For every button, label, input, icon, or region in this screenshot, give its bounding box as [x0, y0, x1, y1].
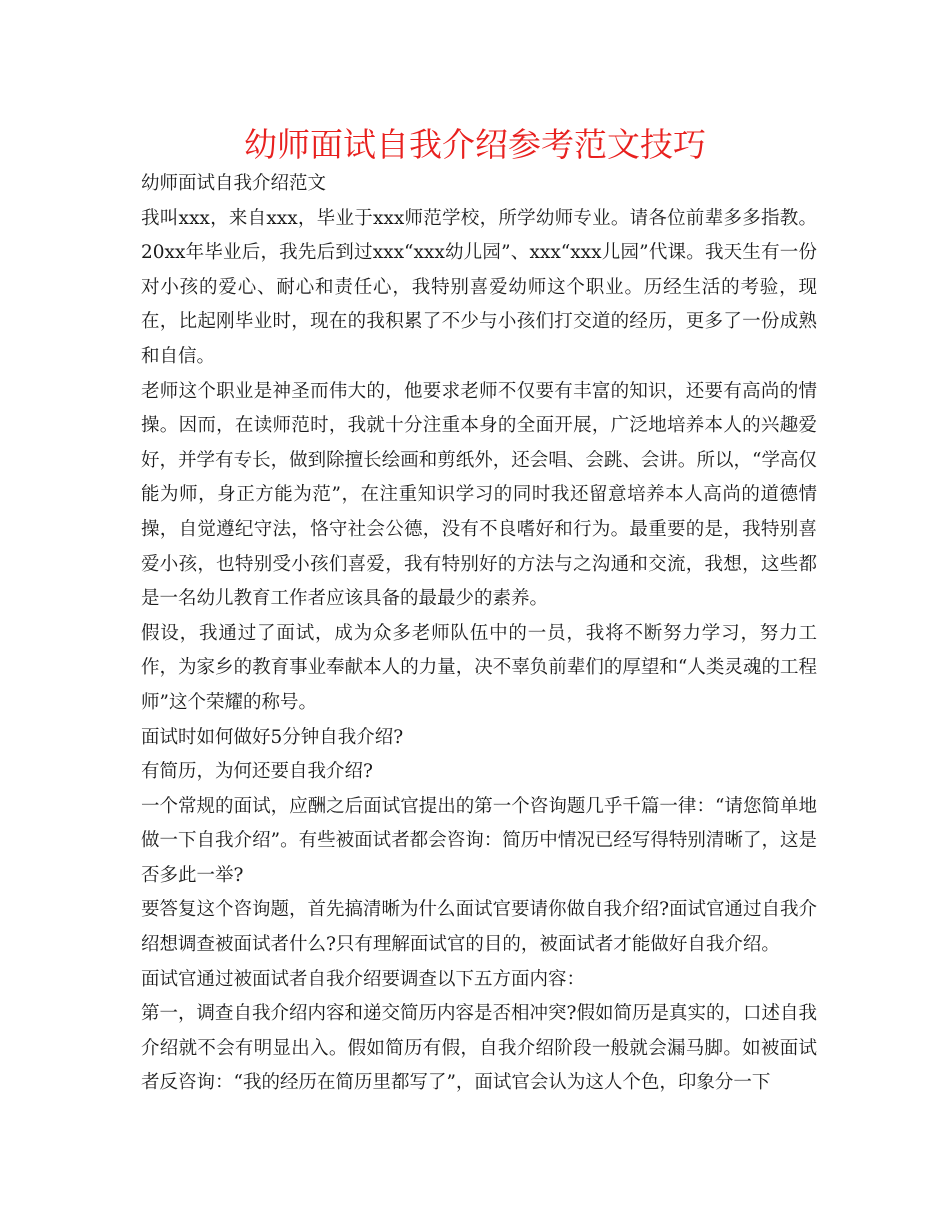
body-paragraph: 要答复这个咨询题，首先搞清晰为什么面试官要请你做自我介绍?面试官通过自我介绍想调查被面试者什么?只有理解面试官的目的，被面试者才能做好自我介绍。 [141, 899, 817, 956]
document-title: 幼师面试自我介绍参考范文技巧 [244, 125, 706, 164]
body-paragraph: 第一，调查自我介绍内容和递交简历内容是否相冲突?假如简历是真实的，口述自我介绍就不会有明显出入。假如简历有假，自我介绍阶段一般就会漏马脚。如被面试者反咨询：“我的经历在简历里都写了”，面试官会认为这人个色，印象分一下 [141, 1003, 817, 1094]
section-heading: 面试时如何做好5分钟自我介绍? [141, 726, 404, 748]
body-paragraph: 一个常规的面试，应酬之后面试官提出的第一个咨询题几乎千篇一律：“请您简单地做一下自我介绍”。有些被面试者都会咨询：简历中情况已经写得特别清晰了，这是否多此一举? [141, 795, 817, 886]
section-heading: 有简历，为何还要自我介绍? [141, 761, 373, 783]
body-paragraph: 假设，我通过了面试，成为众多老师队伍中的一员，我将不断努力学习，努力工作，为家乡的教育事业奉献本人的力量，决不辜负前辈们的厚望和“人类灵魂的工程师”这个荣耀的称号。 [141, 622, 817, 713]
subtitle-paragraph: 幼师面试自我介绍范文 [141, 173, 327, 194]
body-paragraph: 我叫xxx，来自xxx，毕业于xxx师范学校，所学幼师专业。请各位前辈多多指教。20xx年毕业后，我先后到过xxx“xxx幼儿园”、xxx“xxx儿园”代课。我天生有一份对小孩的爱心、耐心和责任心，我特别喜爱幼师这个职业。历经生活的考验，现在，比起刚毕业时，现在的我积累了不少与小孩们打交道的经历，更多了一份成熟和自信。 [141, 207, 817, 367]
body-paragraph: 面试官通过被面试者自我介绍要调查以下五方面内容： [141, 968, 586, 990]
document-body [141, 167, 817, 1101]
body-paragraph: 老师这个职业是神圣而伟大的，他要求老师不仅要有丰富的知识，还要有高尚的情操。因而，在读师范时，我就十分注重本身的全面开展，广泛地培养本人的兴趣爱好，并学有专长，做到除擅长绘画和剪纸外，还会唱、会跳、会讲。所以，“学高仅能为师，身正方能为范”，在注重知识学习的同时我还留意培养本人高尚的道德情操，自觉遵纪守法，恪守社会公德，没有不良嗜好和行为。最重要的是，我特别喜爱小孩，也特别受小孩们喜爱，我有特别好的方法与之沟通和交流，我想，这些都是一名幼儿教育工作者应该具备的最最少的素养。 [141, 380, 817, 610]
